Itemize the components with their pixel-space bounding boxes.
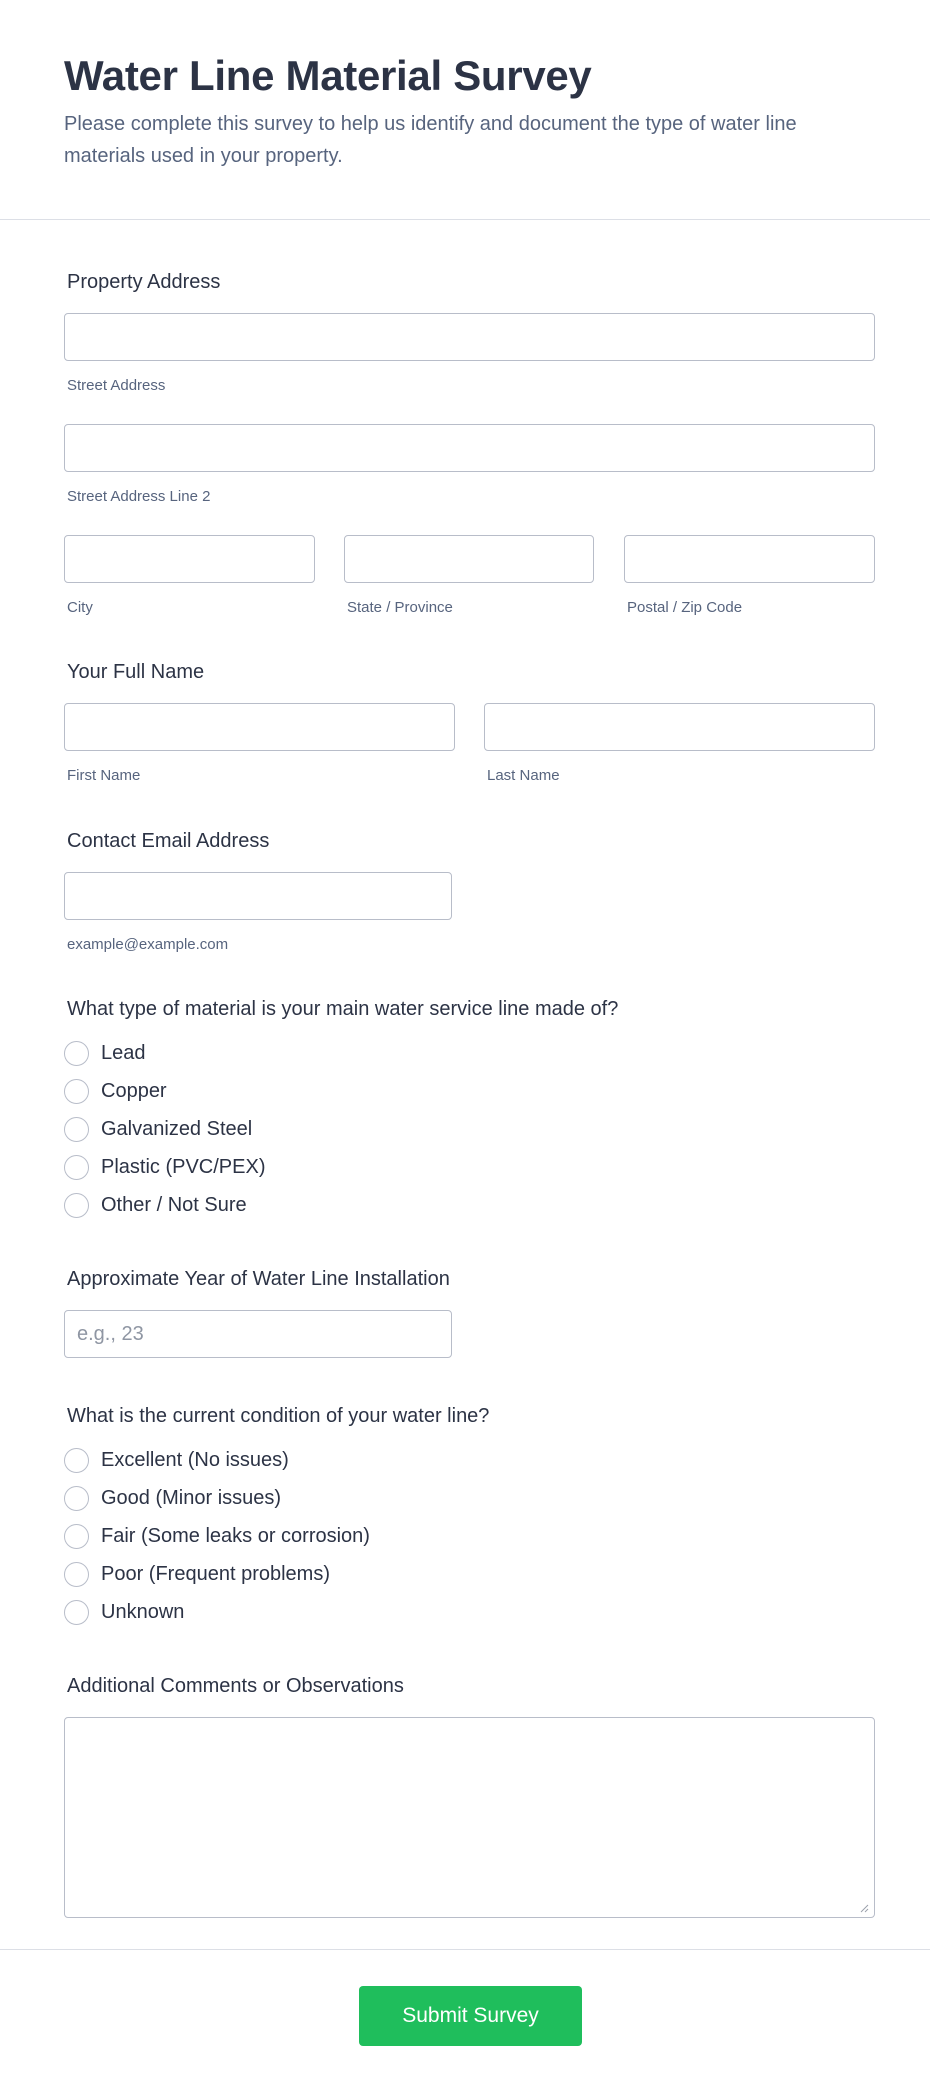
radio-button[interactable] (64, 1562, 89, 1587)
submit-button[interactable]: Submit Survey (359, 1986, 582, 2046)
full-name-label: Your Full Name (67, 661, 205, 683)
last-name-sublabel: Last Name (487, 767, 560, 784)
radio-button[interactable] (64, 1041, 89, 1066)
radio-button[interactable] (64, 1486, 89, 1511)
form-header (0, 0, 930, 220)
radio-button[interactable] (64, 1524, 89, 1549)
radio-label: Other / Not Sure (101, 1193, 247, 1216)
condition-option-fair[interactable] (64, 1522, 370, 1550)
address-label: Property Address (67, 271, 221, 293)
material-option-plastic[interactable] (64, 1153, 265, 1181)
street-address-line2-input[interactable] (64, 424, 875, 472)
radio-button[interactable] (64, 1193, 89, 1218)
state-province-sublabel: State / Province (347, 599, 453, 616)
condition-option-excellent[interactable] (64, 1446, 289, 1474)
first-name-sublabel: First Name (67, 767, 141, 784)
state-province-input[interactable] (344, 535, 594, 583)
street-address-line2-sublabel: Street Address Line 2 (67, 488, 211, 505)
material-option-copper[interactable] (64, 1077, 167, 1105)
radio-button[interactable] (64, 1600, 89, 1625)
street-address-input[interactable] (64, 313, 875, 361)
street-address-sublabel: Street Address (67, 377, 166, 394)
last-name-input[interactable] (484, 703, 875, 751)
radio-label: Poor (Frequent problems) (101, 1562, 330, 1585)
material-option-galvanized-steel[interactable] (64, 1115, 252, 1143)
email-hint: example@example.com (67, 936, 229, 953)
page-title: Water Line Material Survey (64, 52, 592, 99)
radio-label: Unknown (101, 1600, 185, 1623)
postal-zip-input[interactable] (624, 535, 875, 583)
radio-button[interactable] (64, 1448, 89, 1473)
material-option-other[interactable] (64, 1191, 247, 1219)
radio-label: Copper (101, 1079, 167, 1102)
comments-textarea[interactable] (64, 1717, 875, 1918)
material-option-lead[interactable] (64, 1039, 146, 1067)
first-name-input[interactable] (64, 703, 455, 751)
radio-label: Good (Minor issues) (101, 1486, 282, 1509)
radio-button[interactable] (64, 1079, 89, 1104)
comments-label: Additional Comments or Observations (67, 1675, 404, 1697)
radio-button[interactable] (64, 1155, 89, 1180)
radio-label: Galvanized Steel (101, 1117, 253, 1140)
resize-grip-icon[interactable] (859, 1903, 869, 1913)
postal-zip-sublabel: Postal / Zip Code (627, 599, 743, 616)
city-input[interactable] (64, 535, 315, 583)
city-sublabel: City (67, 599, 93, 616)
condition-question: What is the current condition of your water line? (67, 1405, 490, 1427)
email-input[interactable] (64, 872, 452, 920)
installation-year-input[interactable] (64, 1310, 452, 1358)
footer-divider (0, 1949, 930, 1950)
radio-label: Lead (101, 1041, 146, 1064)
installation-year-label: Approximate Year of Water Line Installation (67, 1268, 450, 1290)
radio-label: Plastic (PVC/PEX) (101, 1155, 266, 1178)
condition-option-unknown[interactable] (64, 1598, 184, 1626)
radio-label: Excellent (No issues) (101, 1448, 289, 1471)
radio-button[interactable] (64, 1117, 89, 1142)
email-label: Contact Email Address (67, 830, 270, 852)
condition-option-poor[interactable] (64, 1560, 330, 1588)
condition-option-good[interactable] (64, 1484, 281, 1512)
page-subtitle: Please complete this survey to help us identify and document the type of water line materials used in your property. (64, 113, 797, 167)
radio-label: Fair (Some leaks or corrosion) (101, 1524, 370, 1547)
material-question: What type of material is your main water service line made of? (67, 998, 619, 1020)
